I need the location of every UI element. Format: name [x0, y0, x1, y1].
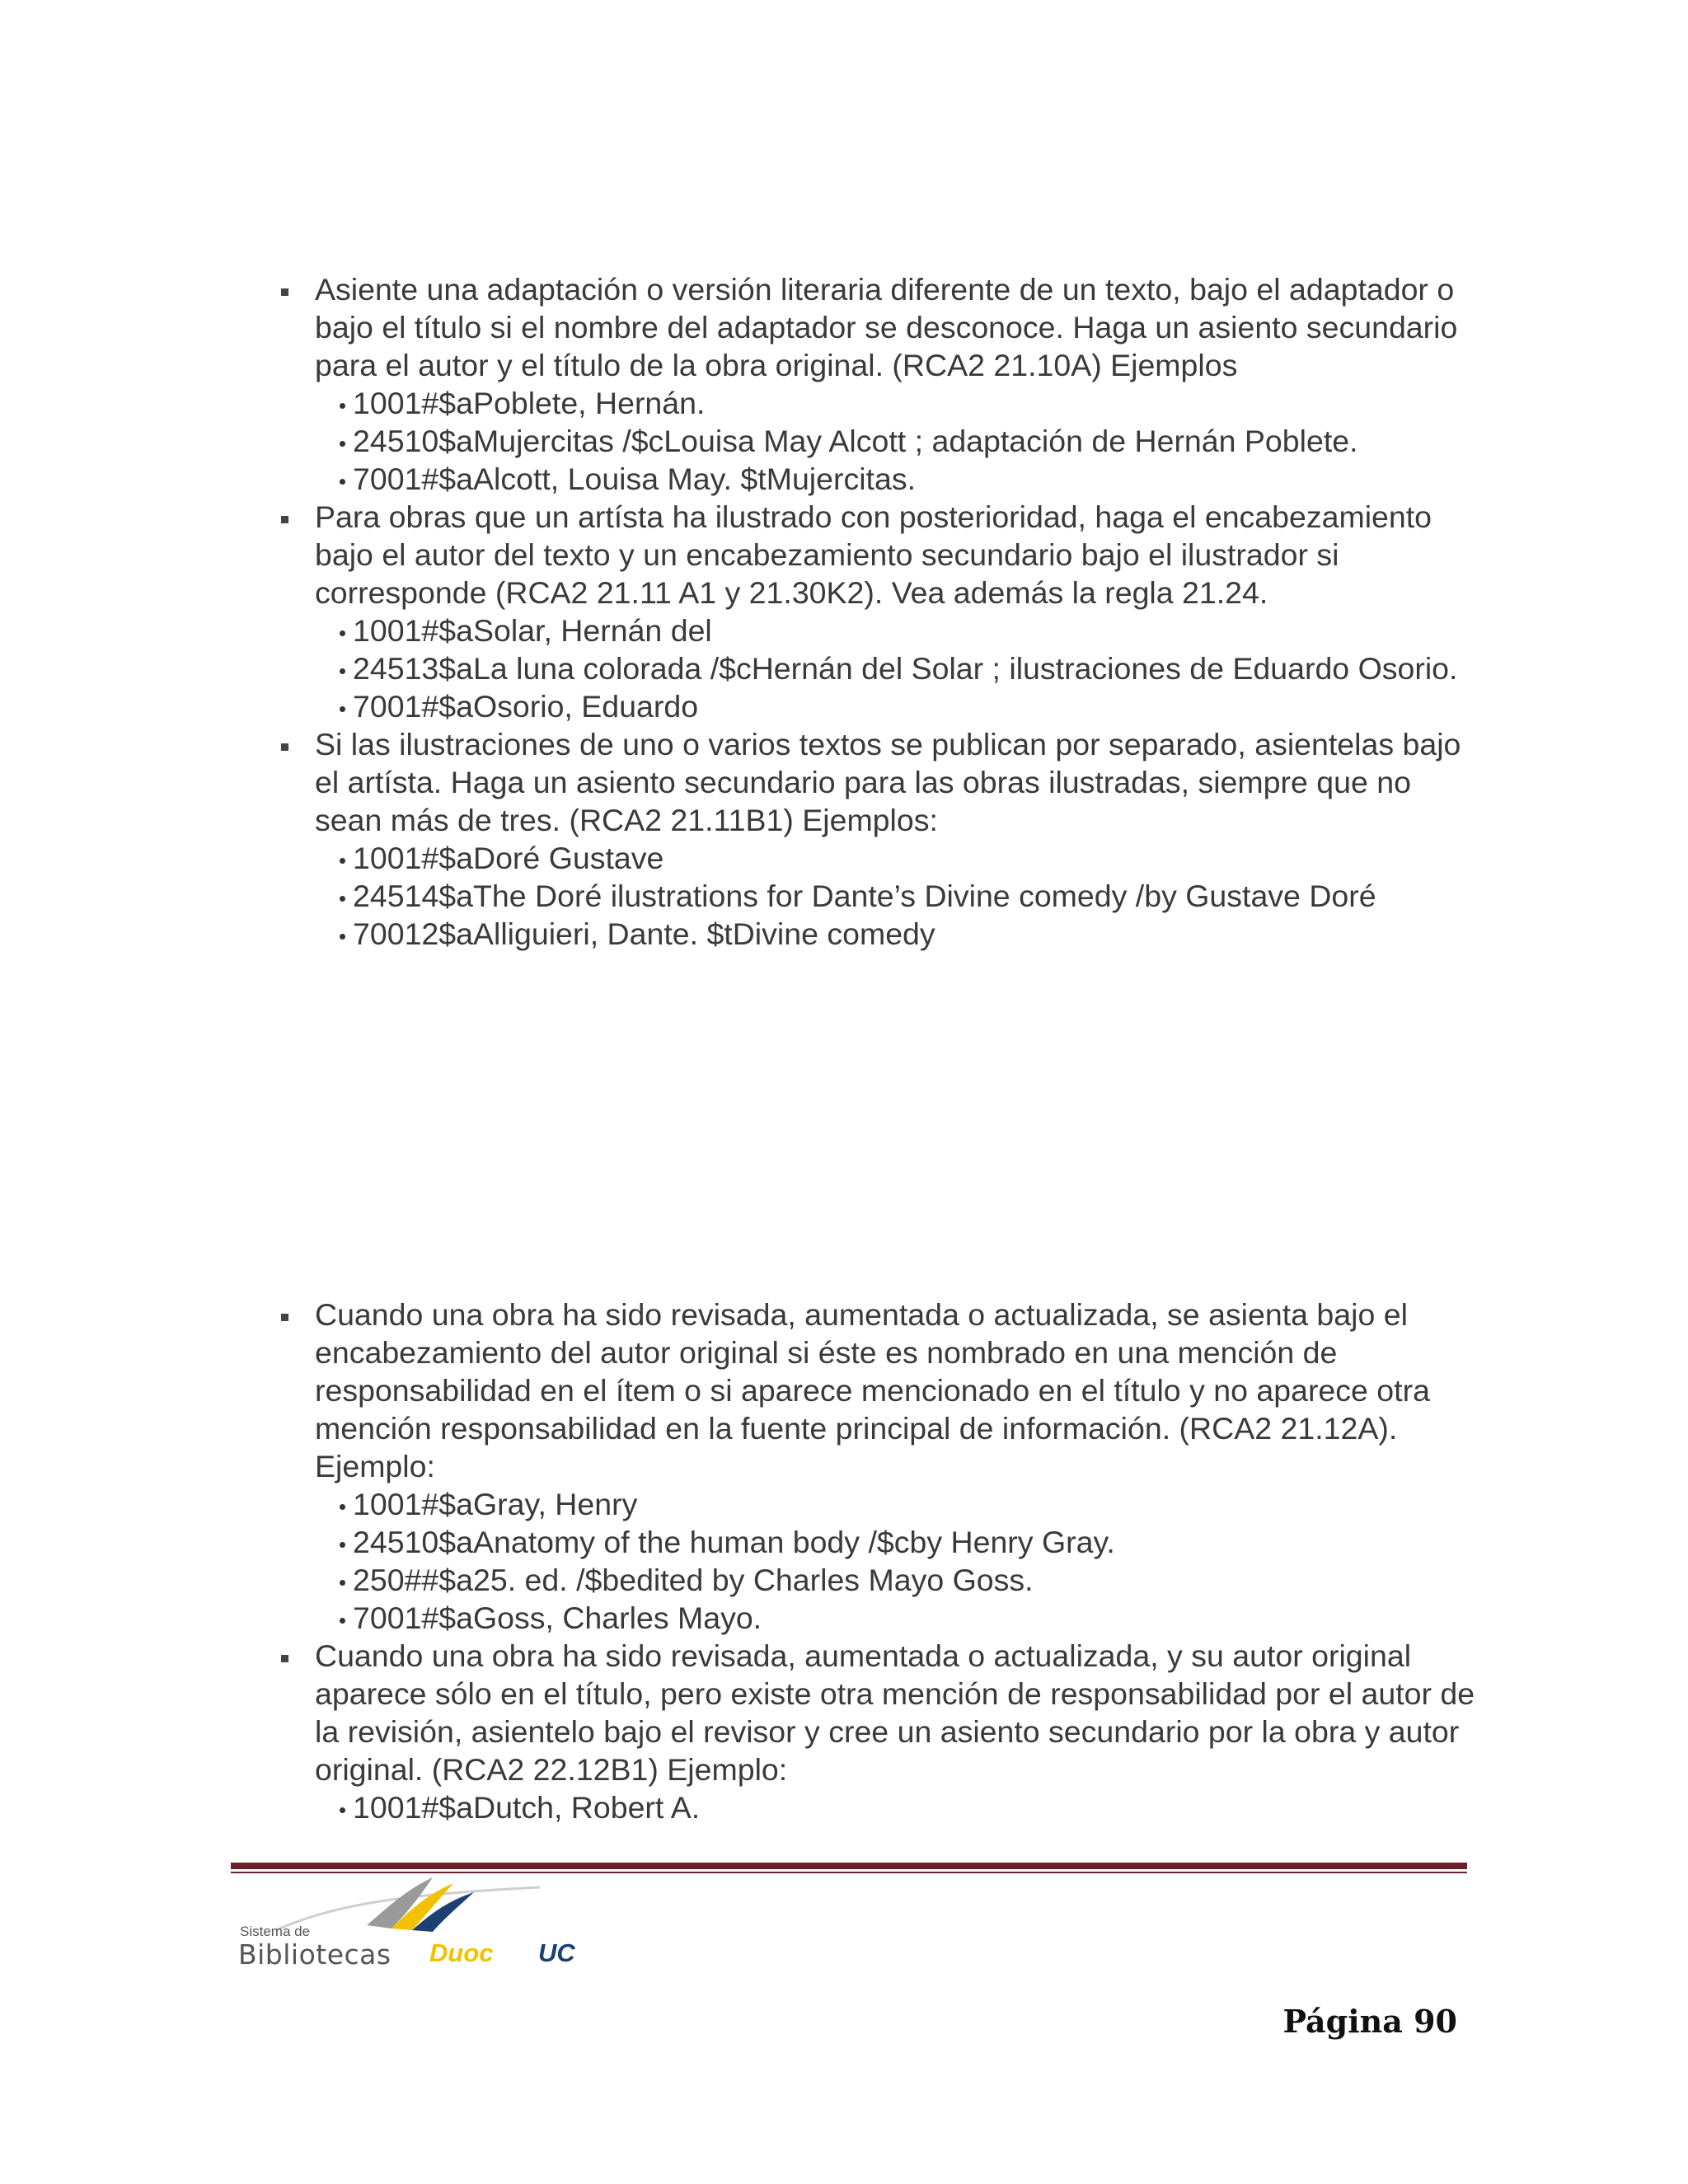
- paragraph-text: Cuando una obra ha sido revisada, aumentada o actualizada, y su autor original aparece sólo en el título, pero existe otra mención de responsabilidad por el autor de la revisión, asientelo bajo el revisor y cree un asiento secundario por la obra y autor original. (RCA2 22.12B1) Ejemplo:: [315, 1638, 1475, 1787]
- list-item: [272, 1296, 1475, 1637]
- page-number: Página 90: [1282, 2003, 1457, 2040]
- marc-record-line: 1001#$aSolar, Hernán del: [353, 613, 712, 648]
- sub-list: [315, 1485, 1475, 1637]
- marc-record-line: 7001#$aOsorio, Eduardo: [353, 689, 699, 724]
- dot-bullet-icon: [340, 1618, 345, 1624]
- logo-brand-duoc: Duoc: [429, 1938, 494, 1967]
- list-item: [272, 1637, 1475, 1826]
- marc-record-line: 24510$aMujercitas /$cLouisa May Alcott ; adaptación de Hernán Poblete.: [353, 424, 1358, 458]
- marc-record-line: 1001#$aDoré Gustave: [353, 841, 664, 875]
- content-block-2: [272, 1296, 1475, 1826]
- dot-bullet-icon: [340, 1542, 345, 1548]
- dot-bullet-icon: [340, 896, 345, 902]
- paragraph-text: Asiente una adaptación o versión literaria diferente de un texto, bajo el adaptador o bajo el título si el nombre del adaptador se desconoce. Haga un asiento secundario para el autor y el título de la obra original. (RCA2 21.10A) Ejemplos: [315, 272, 1458, 382]
- paragraph-text: Para obras que un artísta ha ilustrado con posterioridad, haga el encabezamiento bajo el autor del texto y un encabezamiento secundario bajo el ilustrador si corresponde (RCA2 21.11 A1 y 21.30K2). Vea además la regla 21.24.: [315, 499, 1432, 610]
- marc-record-line: 70012$aAlliguieri, Dante. $tDivine comedy: [353, 916, 935, 951]
- sub-list-item: [315, 687, 1475, 725]
- square-bullet-icon: [281, 1655, 288, 1662]
- content-block-1: [272, 270, 1475, 953]
- paragraph-text: Cuando una obra ha sido revisada, aumentada o actualizada, se asienta bajo el encabezamiento del autor original si éste es nombrado en una mención de responsabilidad en el ítem o si aparece mencionado en el título y no aparece otra mención responsabilidad en la fuente principal de información. (RCA2 21.12A). Ejemplo:: [315, 1297, 1430, 1483]
- dot-bullet-icon: [340, 706, 345, 712]
- sub-list-item: [315, 839, 1475, 877]
- dot-bullet-icon: [340, 630, 345, 636]
- marc-record-line: 250##$a25. ed. /$bedited by Charles Mayo Goss.: [353, 1563, 1034, 1597]
- marc-record-line: 1001#$aPoblete, Hernán.: [353, 386, 706, 420]
- marc-record-line: 7001#$aAlcott, Louisa May. $tMujercitas.: [353, 462, 917, 496]
- dot-bullet-icon: [340, 934, 345, 940]
- dot-bullet-icon: [340, 1504, 345, 1510]
- marc-record-line: 1001#$aGray, Henry: [353, 1487, 638, 1521]
- dot-bullet-icon: [340, 441, 345, 447]
- list-item: [272, 498, 1475, 725]
- marc-record-line: 1001#$aDutch, Robert A.: [353, 1790, 701, 1825]
- logo-brand-uc: UC: [538, 1938, 575, 1967]
- sub-list-item: [315, 1561, 1475, 1599]
- dot-bullet-icon: [340, 479, 345, 485]
- dot-bullet-icon: [340, 403, 345, 409]
- square-bullet-icon: [281, 288, 288, 296]
- marc-record-line: 24510$aAnatomy of the human body /$cby Henry Gray.: [353, 1525, 1115, 1559]
- sub-list-item: [315, 1485, 1475, 1523]
- bullet-list: [272, 270, 1475, 953]
- logo-title: Bibliotecas: [238, 1938, 392, 1971]
- square-bullet-icon: [281, 516, 288, 523]
- list-item: [272, 725, 1475, 953]
- sub-list-item: [315, 1599, 1475, 1637]
- dot-bullet-icon: [340, 668, 345, 674]
- dot-bullet-icon: [340, 858, 345, 864]
- paragraph-text: Si las ilustraciones de uno o varios textos se publican por separado, asientelas bajo el artísta. Haga un asiento secundario para las obras ilustradas, siempre que no sean más de tres. (RCA2 21.11B1) Ejemplos:: [315, 727, 1461, 837]
- dot-bullet-icon: [340, 1580, 345, 1586]
- sub-list: [315, 384, 1475, 498]
- marc-record-line: 24514$aThe Doré ilustrations for Dante’s Divine comedy /by Gustave Doré: [353, 879, 1376, 913]
- dot-bullet-icon: [340, 1807, 345, 1813]
- logo-subtitle: Sistema de: [240, 1924, 311, 1939]
- list-item: [272, 270, 1475, 498]
- sub-list-item: [315, 649, 1475, 687]
- sub-list: [315, 839, 1475, 953]
- sub-list-item: [315, 915, 1475, 953]
- sub-list-item: [315, 422, 1475, 460]
- bullet-list: [272, 1296, 1475, 1826]
- square-bullet-icon: [281, 743, 288, 751]
- sub-list-item: [315, 384, 1475, 422]
- sub-list-item: [315, 877, 1475, 915]
- sub-list-item: [315, 612, 1475, 649]
- square-bullet-icon: [281, 1314, 288, 1321]
- sub-list-item: [315, 1788, 1475, 1826]
- sub-list-item: [315, 1523, 1475, 1561]
- library-logo: [235, 1871, 598, 1978]
- marc-record-line: 7001#$aGoss, Charles Mayo.: [353, 1601, 762, 1635]
- sub-list: [315, 612, 1475, 725]
- sub-list: [315, 1788, 1475, 1826]
- sub-list-item: [315, 460, 1475, 498]
- marc-record-line: 24513$aLa luna colorada /$cHernán del Solar ; ilustraciones de Eduardo Osorio.: [353, 651, 1458, 686]
